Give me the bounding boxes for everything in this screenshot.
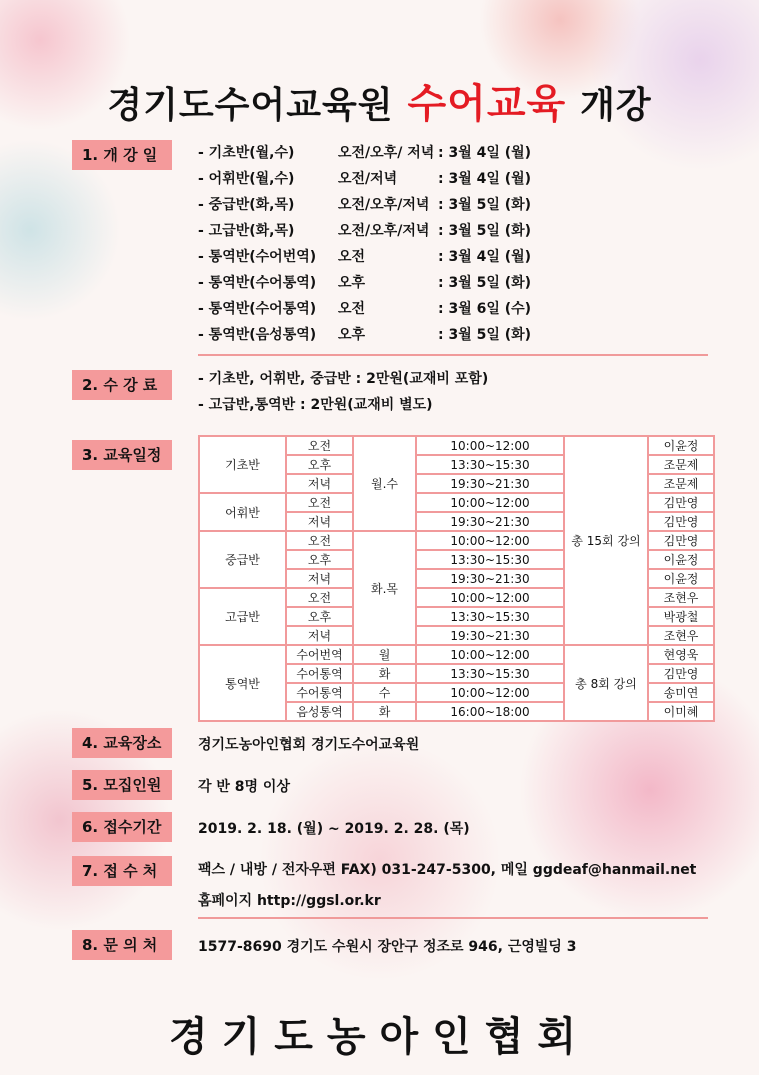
teacher-cell: 현영욱 [648,645,714,664]
poster-title [0,72,759,129]
slot-cell: 수어통역 [286,664,353,683]
slot-cell: 오전 [286,493,353,512]
start-date-list [198,140,531,348]
item-cls: - 고급반(화,목) [198,223,295,239]
fee-item: - 기초반, 어휘반, 중급반 : 2만원(교재비 포함) [198,371,489,387]
teacher-cell: 조문제 [648,455,714,474]
time-cell: 13:30~15:30 [416,664,564,683]
divider [198,354,708,356]
days-cell: 월 [353,645,416,664]
teacher-cell: 김만영 [648,531,714,550]
item-cls: - 통역반(음성통역) [198,327,317,343]
item-cls: - 통역반(수어번역) [198,249,317,265]
days-cell: 화.목 [353,531,416,645]
item-time: 오전/오후/저녁 [338,223,430,239]
slot-cell: 수어번역 [286,645,353,664]
time-cell: 13:30~15:30 [416,607,564,626]
table-row [199,645,714,664]
label-location: 4. 교육장소 [72,728,172,758]
class-cell: 통역반 [199,645,286,721]
slot-cell: 오후 [286,455,353,474]
teacher-cell: 조현우 [648,588,714,607]
time-cell: 19:30~21:30 [416,569,564,588]
slot-cell: 음성통역 [286,702,353,721]
time-cell: 10:00~12:00 [416,531,564,550]
start-date-item [198,140,531,166]
item-date: : 3월 4일 (월) [438,145,532,161]
slot-cell: 오전 [286,531,353,550]
item-time: 오전/오후/ 저녁 [338,145,435,161]
table-row [199,436,714,455]
teacher-cell: 김만영 [648,493,714,512]
location-text: 경기도농아인협회 경기도수어교육원 [198,737,420,753]
class-cell: 고급반 [199,588,286,645]
capacity-text: 각 반 8명 이상 [198,779,290,795]
item-date: : 3월 5일 (화) [438,275,532,291]
label-contact: 8. 문 의 처 [72,930,172,960]
item-cls: - 중급반(화,목) [198,197,295,213]
item-date: : 3월 6일 (수) [438,301,532,317]
item-time: 오전/오후/저녁 [338,197,430,213]
label-capacity: 5. 모집인원 [72,770,172,800]
contact-text: 1577-8690 경기도 수원시 장안구 정조로 946, 근영빌딩 3 [198,939,577,955]
time-cell: 10:00~12:00 [416,588,564,607]
item-time: 오후 [338,275,366,291]
time-cell: 13:30~15:30 [416,455,564,474]
teacher-cell: 김만영 [648,664,714,683]
class-cell: 기초반 [199,436,286,493]
item-date: : 3월 5일 (화) [438,327,532,343]
time-cell: 13:30~15:30 [416,550,564,569]
teacher-cell: 이윤정 [648,550,714,569]
teacher-cell: 이윤정 [648,436,714,455]
period-text: 2019. 2. 18. (월) ~ 2019. 2. 28. (목) [198,821,470,837]
item-cls: - 통역반(수어통역) [198,275,317,291]
teacher-cell: 조현우 [648,626,714,645]
slot-cell: 오전 [286,588,353,607]
days-cell: 화 [353,664,416,683]
class-cell: 어휘반 [199,493,286,531]
homepage-text: 홈페이지 http://ggsl.or.kr [198,893,381,909]
class-cell: 중급반 [199,531,286,588]
slot-cell: 오후 [286,607,353,626]
time-cell: 10:00~12:00 [416,493,564,512]
item-time: 오전 [338,301,366,317]
label-start-date: 1. 개 강 일 [72,140,172,170]
start-date-item [198,270,531,296]
time-cell: 10:00~12:00 [416,436,564,455]
item-date: : 3월 4일 (월) [438,171,532,187]
start-date-item [198,192,531,218]
start-date-item [198,218,531,244]
start-date-item [198,322,531,348]
title-suffix: 개강 [580,85,652,126]
schedule-table [198,435,715,722]
divider [198,917,708,919]
slot-cell: 저녁 [286,626,353,645]
item-time: 오전 [338,249,366,265]
slot-cell: 저녁 [286,569,353,588]
item-date: : 3월 5일 (화) [438,223,532,239]
start-date-item [198,296,531,322]
slot-cell: 저녁 [286,512,353,531]
time-cell: 16:00~18:00 [416,702,564,721]
slot-cell: 수어통역 [286,683,353,702]
teacher-cell: 박광철 [648,607,714,626]
title-highlight: 수어교육 [407,81,567,127]
time-cell: 19:30~21:30 [416,512,564,531]
item-time: 오후 [338,327,366,343]
start-date-item [198,166,531,192]
item-date: : 3월 5일 (화) [438,197,532,213]
slot-cell: 오후 [286,550,353,569]
slot-cell: 저녁 [286,474,353,493]
total-cell: 총 8회 강의 [564,645,648,721]
footer-org: 경기도농아인협회 [168,1014,591,1060]
teacher-cell: 이미혜 [648,702,714,721]
time-cell: 19:30~21:30 [416,474,564,493]
slot-cell: 오전 [286,436,353,455]
label-schedule: 3. 교육일정 [72,440,172,470]
fee-list [198,366,488,418]
days-cell: 화 [353,702,416,721]
item-cls: - 통역반(수어통역) [198,301,317,317]
title-org: 경기도수어교육원 [107,85,394,126]
label-reception: 7. 접 수 처 [72,856,172,886]
label-period: 6. 접수기간 [72,812,172,842]
time-cell: 19:30~21:30 [416,626,564,645]
item-cls: - 기초반(월,수) [198,145,295,161]
total-cell: 총 15회 강의 [564,436,648,645]
fee-item: - 고급반,통역반 : 2만원(교재비 별도) [198,397,433,413]
teacher-cell: 조문제 [648,474,714,493]
item-date: : 3월 4일 (월) [438,249,532,265]
reception-text: 팩스 / 내방 / 전자우편 FAX) 031-247-5300, 메일 ggdeaf@hanmail.net [198,862,697,878]
days-cell: 월.수 [353,436,416,531]
time-cell: 10:00~12:00 [416,683,564,702]
teacher-cell: 송미연 [648,683,714,702]
days-cell: 수 [353,683,416,702]
teacher-cell: 김만영 [648,512,714,531]
item-cls: - 어휘반(월,수) [198,171,295,187]
start-date-item [198,244,531,270]
label-fee: 2. 수 강 료 [72,370,172,400]
time-cell: 10:00~12:00 [416,645,564,664]
item-time: 오전/저녁 [338,171,398,187]
teacher-cell: 이윤정 [648,569,714,588]
